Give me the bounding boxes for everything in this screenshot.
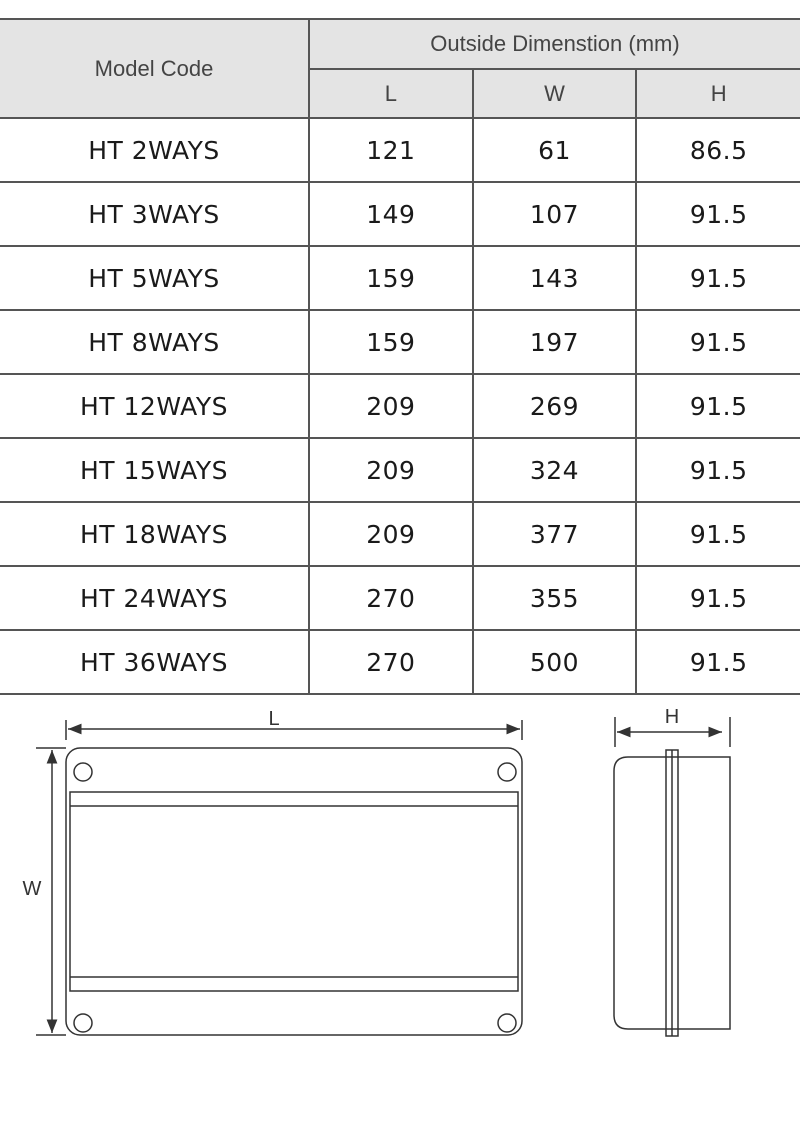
mounting-hole-bottom-right [498,1014,516,1032]
model-code-cell: HT 12WAYS [0,374,309,438]
table-row [0,246,800,310]
column-header-h: H [636,69,800,118]
front-cover-panel [70,792,518,991]
width-label: W [22,878,42,900]
width-cell: 107 [473,182,637,246]
model-code-cell: HT 36WAYS [0,630,309,694]
model-code-cell: HT 3WAYS [0,182,309,246]
mounting-hole-bottom-left [74,1014,92,1032]
enclosure-drawing [0,695,800,1055]
side-view [614,717,730,1036]
model-code-header: Model Code [0,19,309,118]
height-cell: 91.5 [636,310,800,374]
width-cell: 500 [473,630,637,694]
table-row [0,630,800,694]
mounting-hole-top-right [498,763,516,781]
width-cell: 61 [473,118,637,182]
model-code-cell: HT 5WAYS [0,246,309,310]
model-code-cell: HT 8WAYS [0,310,309,374]
enclosure-front-outline [66,748,522,1035]
height-cell: 91.5 [636,374,800,438]
height-cell: 91.5 [636,630,800,694]
mounting-hole-top-left [74,763,92,781]
length-cell: 270 [309,566,473,630]
width-cell: 197 [473,310,637,374]
width-cell: 377 [473,502,637,566]
height-cell: 86.5 [636,118,800,182]
column-header-w: W [473,69,637,118]
length-label: L [268,708,280,730]
length-cell: 209 [309,374,473,438]
length-cell: 209 [309,438,473,502]
height-cell: 91.5 [636,502,800,566]
table-row [0,566,800,630]
table-row [0,118,800,182]
table-row [0,374,800,438]
model-code-cell: HT 15WAYS [0,438,309,502]
column-header-l: L [309,69,473,118]
length-cell: 159 [309,246,473,310]
length-cell: 149 [309,182,473,246]
length-cell: 121 [309,118,473,182]
width-cell: 355 [473,566,637,630]
outside-dimension-header: Outside Dimenstion (mm) [309,19,800,69]
length-cell: 159 [309,310,473,374]
model-code-cell: HT 18WAYS [0,502,309,566]
dimension-table [0,18,800,695]
width-cell: 324 [473,438,637,502]
height-label: H [664,706,680,728]
front-view [36,720,522,1035]
height-cell: 91.5 [636,182,800,246]
height-cell: 91.5 [636,438,800,502]
table-body [0,118,800,694]
model-code-cell: HT 2WAYS [0,118,309,182]
length-cell: 209 [309,502,473,566]
table-row [0,182,800,246]
table-row [0,502,800,566]
table-row [0,310,800,374]
model-code-cell: HT 24WAYS [0,566,309,630]
height-cell: 91.5 [636,566,800,630]
width-cell: 143 [473,246,637,310]
width-cell: 269 [473,374,637,438]
table-row [0,438,800,502]
length-cell: 270 [309,630,473,694]
height-cell: 91.5 [636,246,800,310]
